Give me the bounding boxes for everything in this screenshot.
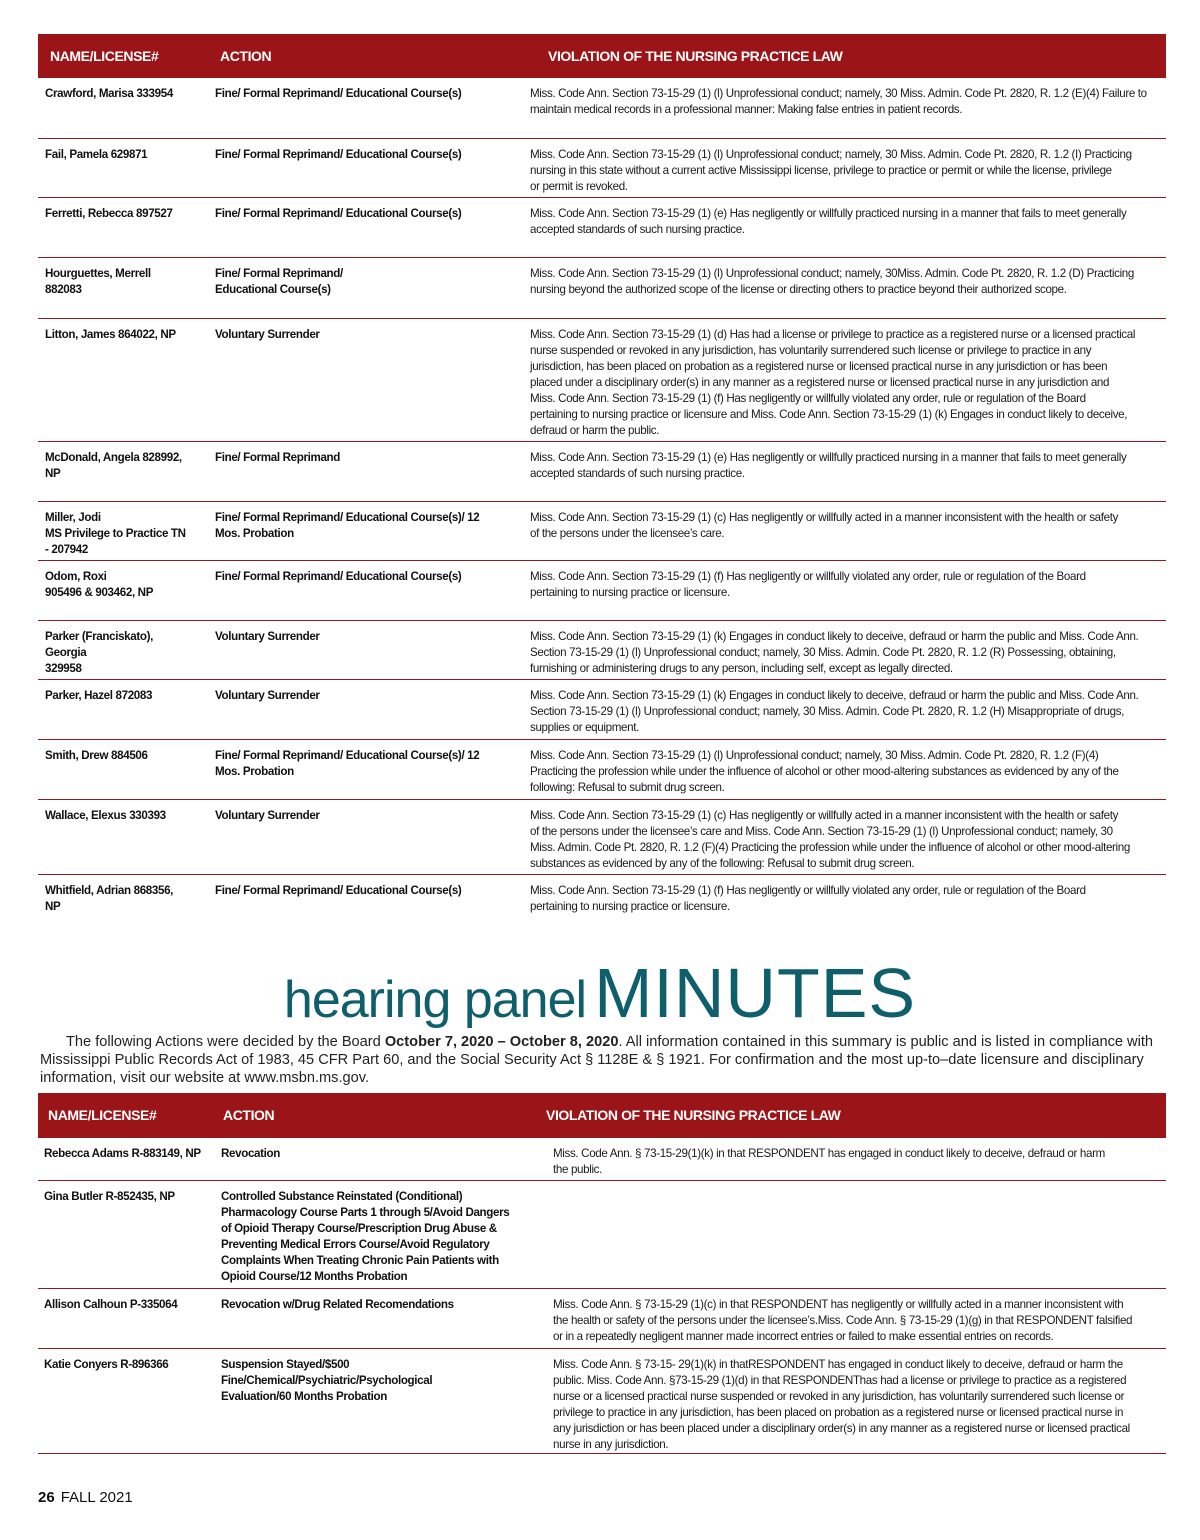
row-action: Suspension Stayed/$500 Fine/Chemical/Psychiatric/Psychological Evaluation/60 Months Probation <box>221 1358 433 1403</box>
table-row <box>38 740 1166 800</box>
row-action: Fine/ Formal Reprimand/ Educational Course(s) <box>215 884 462 897</box>
row-name: McDonald, Angela 828992, NP <box>45 451 182 480</box>
row-violation: Miss. Code Ann. Section 73-15-29 (1) (l) Unprofessional conduct; namely, 30 Miss. Admin. Code Pt. 2820, R. 1.2 (E)(4) Failure to maintain medical records in a professional manner: Making false entries in patient records. <box>530 87 1147 116</box>
row-violation: Miss. Code Ann. Section 73-15-29 (1) (l) Unprofessional conduct; namely, 30 Miss. Admin. Code Pt. 2820, R. 1.2 (I) Practicing nursing in this state without a current active Mississippi license, privilege to practice or permit or while the license, privilege or permit is revoked. <box>530 148 1132 193</box>
table-header <box>38 34 1166 78</box>
table-row <box>38 1181 1166 1289</box>
row-action: Voluntary Surrender <box>215 630 320 643</box>
table-row <box>38 875 1166 925</box>
page-number: 26 <box>38 1489 55 1506</box>
row-action: Revocation <box>221 1147 280 1160</box>
row-name: Wallace, Elexus 330393 <box>45 809 166 822</box>
row-name: Litton, James 864022, NP <box>45 328 176 341</box>
row-violation: Miss. Code Ann. Section 73-15-29 (1) (l) Unprofessional conduct; namely, 30Miss. Admin. Code Pt. 2820, R. 1.2 (D) Practicing nursing beyond the authorized scope of the license or directing others to practice beyond their authorized scope. <box>530 267 1134 296</box>
issue-label: FALL 2021 <box>60 1489 133 1506</box>
header-violation: VIOLATION OF THE NURSING PRACTICE LAW <box>546 1107 841 1123</box>
row-name: Smith, Drew 884506 <box>45 749 148 762</box>
row-action: Fine/ Formal Reprimand/ Educational Course(s) <box>215 570 462 583</box>
table-row <box>38 258 1166 319</box>
table-row <box>38 621 1166 680</box>
intro-text-end: . All information contained in this summary is public and is listed in compliance with Mississippi Public Records Act of 1983, 45 CFR Part 60, and the Social Security Act § 1128E & § 1921. For confirmation and the most up-to–date licensure and disciplinary information, visit our website at www.msbn.ms.gov. <box>40 1034 1153 1086</box>
table-row <box>38 442 1166 502</box>
row-violation: Miss. Code Ann. Section 73-15-29 (1) (e) Has negligently or willfully practiced nursing in a manner that fails to meet generally accepted standards of such nursing practice. <box>530 451 1127 480</box>
header-name-license: NAME/LICENSE# <box>48 1107 157 1123</box>
header-name-license: NAME/LICENSE# <box>50 48 159 64</box>
header-violation: VIOLATION OF THE NURSING PRACTICE LAW <box>548 48 843 64</box>
row-violation: Miss. Code Ann. Section 73-15-29 (1) (c) Has negligently or willfully acted in a manner inconsistent with the health or safety of the persons under the licensee’s care and Miss. Code Ann. Section 73-15-29 (1) (l) Unprofessional conduct; namely, 30 Miss. Admin. Code Pt. 2820, R. 1.2 (F)(4) Practicing the profession while under the influence of alcohol or other mood-altering substances as evidenced by any of the following: Refusal to submit drug screen. <box>530 809 1130 870</box>
table-row <box>38 198 1166 258</box>
table-row <box>38 1138 1166 1181</box>
header-action: ACTION <box>220 48 272 64</box>
row-name: Miller, Jodi MS Privilege to Practice TN - 207942 <box>45 511 186 556</box>
table-row <box>38 502 1166 561</box>
row-violation: Miss. Code Ann. § 73-15-29 (1)(c) in that RESPONDENT has negligently or willfully acted in a manner inconsistent with the health or safety of the persons under the licensee’s.Miss. Code Ann. § 73-15-29 (1)(g) in that RESPONDENT falsified or in a repeatedly negligent manner made incorrect entries or failed to make essential entries on records. <box>553 1298 1133 1343</box>
row-violation: Miss. Code Ann. Section 73-15-29 (1) (f) Has negligently or willfully violated any order, rule or regulation of the Board pertaining to nursing practice or licensure. <box>530 884 1086 913</box>
table-header <box>38 1093 1166 1138</box>
row-violation: Miss. Code Ann. § 73-15- 29(1)(k) in thatRESPONDENT has engaged in conduct likely to deceive, defraud or harm the public. Miss. Code Ann. §73-15-29 (1)(d) in that RESPONDENThas had a license or privilege to practice as a registered nurse or a licensed practical nurse suspended or revoked in any jurisdiction, has voluntarily surrendered such license or privilege to practice in any jurisdiction, has been placed on probation as a registered nurse or licensed practical nurse in any jurisdiction or has been placed under a disciplinary order(s) in any manner as a registered nurse or licensed practical nurse in any jurisdiction. <box>553 1358 1130 1451</box>
table-row <box>38 1349 1166 1454</box>
row-name: Katie Conyers R-896366 <box>44 1358 169 1371</box>
header-action: ACTION <box>223 1107 275 1123</box>
row-action: Voluntary Surrender <box>215 689 320 702</box>
disciplinary-actions-table <box>38 34 1166 925</box>
row-violation: Miss. Code Ann. Section 73-15-29 (1) (c) Has negligently or willfully acted in a manner inconsistent with the health or safety of the persons under the licensee’s care. <box>530 511 1119 540</box>
table-row <box>38 1289 1166 1349</box>
row-violation: Miss. Code Ann. Section 73-15-29 (1) (d) Has had a license or privilege to practice as a registered nurse or a licensed practical nurse suspended or revoked in any jurisdiction, has voluntarily surrendered such license or privilege to practice in any jurisdiction, has been placed on probation as a registered nurse or licensed practical nurse in any jurisdiction or has been placed under a disciplinary order(s) in any manner as a registered nurse or licensed practical nurse in any jurisdiction and Miss. Code Ann. Section 73-15-29 (1) (f) Has negligently or willfully violated any order, rule or regulation of the Board pertaining to nursing practice or licensure and Miss. Code Ann. Section 73-15-29 (1) (k) Engages in conduct likely to deceive, defraud or harm the public. <box>530 328 1136 437</box>
table-row <box>38 78 1166 139</box>
row-action: Fine/ Formal Reprimand <box>215 451 341 464</box>
table-row <box>38 680 1166 740</box>
row-action: Fine/ Formal Reprimand/ Educational Course(s) <box>215 267 343 296</box>
row-violation: Miss. Code Ann. Section 73-15-29 (1) (l) Unprofessional conduct; namely, 30 Miss. Admin. Code Pt. 2820, R. 1.2 (F)(4) Practicing the profession while under the influence of alcohol or other mood-altering substances as evidenced by any of the following: Refusal to submit drug screen. <box>530 749 1119 794</box>
row-action: Controlled Substance Reinstated (Conditional) Pharmacology Course Parts 1 through 5/Avoid Dangers of Opioid Therapy Course/Prescription Drug Abuse & Preventing Medical Errors Course/Avoid Regulatory Complaints When Treating Chronic Pain Patients with Opioid Course/12 Months Probation <box>221 1190 510 1283</box>
intro-dates: October 7, 2020 – October 8, 2020 <box>384 1034 619 1050</box>
table-row <box>38 139 1166 198</box>
row-name: Odom, Roxi 905496 & 903462, NP <box>45 570 154 599</box>
heading-big-text: MINUTES <box>594 954 917 1032</box>
section-heading <box>0 953 1200 1033</box>
intro-paragraph <box>40 1033 1166 1087</box>
row-name: Gina Butler R-852435, NP <box>44 1190 175 1203</box>
table-row <box>38 800 1166 875</box>
row-name: Parker (Franciskato), Georgia 329958 <box>45 630 153 675</box>
row-action: Fine/ Formal Reprimand/ Educational Course(s)/ 12 Mos. Probation <box>215 749 480 778</box>
row-violation: Miss. Code Ann. Section 73-15-29 (1) (k) Engages in conduct likely to deceive, defraud or harm the public and Miss. Code Ann. Section 73-15-29 (1) (l) Unprofessional conduct; namely, 30 Miss. Admin. Code Pt. 2820, R. 1.2 (R) Possessing, obtaining, furnishing or administering drugs to any person, including self, except as legally directed. <box>530 630 1139 675</box>
row-name: Parker, Hazel 872083 <box>45 689 153 702</box>
row-name: Hourguettes, Merrell 882083 <box>45 267 151 296</box>
row-action: Fine/ Formal Reprimand/ Educational Course(s) <box>215 207 462 220</box>
row-action: Revocation w/Drug Related Recomendations <box>221 1298 454 1311</box>
row-name: Allison Calhoun P-335064 <box>44 1298 178 1311</box>
row-violation: Miss. Code Ann. Section 73-15-29 (1) (k) Engages in conduct likely to deceive, defraud or harm the public and Miss. Code Ann. Section 73-15-29 (1) (l) Unprofessional conduct; namely, 30 Miss. Admin. Code Pt. 2820, R. 1.2 (H) Misappropriate of drugs, supplies or equipment. <box>530 689 1139 734</box>
row-name: Fail, Pamela 629871 <box>45 148 148 161</box>
row-name: Ferretti, Rebecca 897527 <box>45 207 173 220</box>
row-violation: Miss. Code Ann. § 73-15-29(1)(k) in that RESPONDENT has engaged in conduct likely to deceive, defraud or harm the public. <box>553 1147 1105 1176</box>
row-name: Rebecca Adams R-883149, NP <box>44 1147 201 1160</box>
row-violation: Miss. Code Ann. Section 73-15-29 (1) (f) Has negligently or willfully violated any order, rule or regulation of the Board pertaining to nursing practice or licensure. <box>530 570 1086 599</box>
table-row <box>38 319 1166 442</box>
intro-text-start: The following Actions were decided by the Board <box>66 1034 385 1050</box>
table-row <box>38 561 1166 621</box>
row-action: Voluntary Surrender <box>215 328 320 341</box>
row-action: Fine/ Formal Reprimand/ Educational Course(s) <box>215 87 462 100</box>
heading-light-text: hearing panel <box>283 971 587 1029</box>
row-action: Voluntary Surrender <box>215 809 320 822</box>
row-name: Whitfield, Adrian 868356, NP <box>45 884 174 913</box>
row-action: Fine/ Formal Reprimand/ Educational Course(s)/ 12 Mos. Probation <box>215 511 480 540</box>
row-violation: Miss. Code Ann. Section 73-15-29 (1) (e) Has negligently or willfully practiced nursing in a manner that fails to meet generally accepted standards of such nursing practice. <box>530 207 1127 236</box>
row-action: Fine/ Formal Reprimand/ Educational Course(s) <box>215 148 462 161</box>
page-footer <box>38 1489 133 1506</box>
hearing-panel-table <box>38 1093 1166 1454</box>
row-name: Crawford, Marisa 333954 <box>45 87 173 100</box>
